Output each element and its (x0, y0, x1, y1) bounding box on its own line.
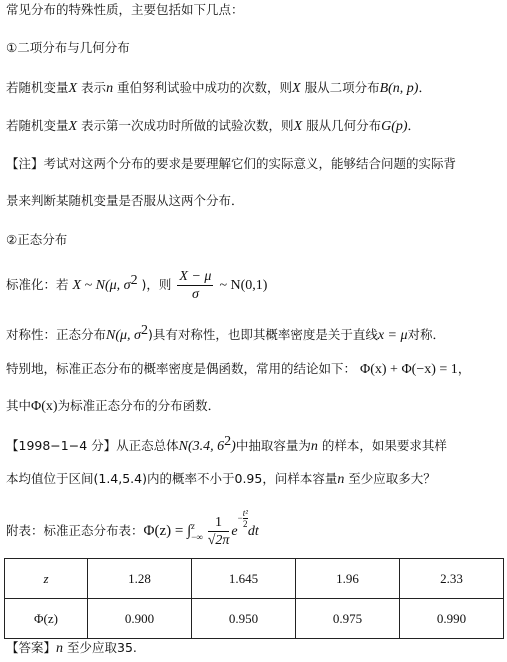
problem-text-3: 的样本，如果要求其样 (317, 438, 447, 454)
problem-close: ) (231, 439, 236, 455)
geom-text-2: 表示第一次成功时所做的试验次数，则 (77, 118, 294, 133)
geom-end: ． (407, 118, 421, 133)
symmetry-sup: 2 (140, 323, 148, 338)
exponent-minus: − (237, 513, 243, 523)
geom-text-4: 服从几何分布 (302, 118, 382, 133)
table-cell: 0.990 (400, 599, 504, 639)
geom-var-x: X (68, 119, 78, 134)
normal-distribution-table (4, 558, 504, 639)
answer-text: 至少应取35. (63, 640, 137, 655)
table-row-head-phi: Φ(z) (5, 599, 88, 639)
table-cell: 1.96 (296, 559, 400, 599)
standard-close: )，则 (141, 277, 172, 292)
special-formula: Φ(x) + Φ(−x) = 1 (360, 362, 458, 377)
problem-var-n2: n (337, 472, 345, 487)
symmetry-text-3: 对称． (407, 327, 446, 343)
standard-dist: X ~ N(μ, σ (72, 278, 131, 293)
problem-text-2: 中抽取容量为 (235, 438, 311, 454)
binom-text-2: 表示 (77, 80, 107, 95)
symmetry-eq: x = μ (377, 328, 408, 344)
section-normal-title: ②正态分布 (6, 232, 68, 247)
appendix-integral: Φ(z) = ∫ (143, 523, 192, 539)
cdf-text-2: 为标准正态分布的分布函数． (57, 398, 221, 413)
cdf-line (6, 398, 220, 415)
appendix-frac-den: √2π (207, 533, 230, 548)
answer-tag: 【答案】 (6, 640, 57, 655)
binom-text-1: 若随机变量 (6, 80, 69, 95)
geom-dist: G(p) (381, 119, 408, 134)
cdf-text-1: 其中 (6, 398, 32, 413)
table-cell: 0.975 (296, 599, 400, 639)
fraction-numerator: X − μ (179, 269, 212, 284)
geom-text-1: 若随机变量 (6, 118, 69, 133)
appendix-fraction (208, 514, 230, 549)
binom-text-3: 重伯努利试验中成功的次数，则 (113, 80, 293, 95)
special-text: 特别地，标准正态分布的概率密度是偶函数，常用的结论如下： (6, 361, 357, 376)
table-row (5, 559, 504, 599)
standardization-line (6, 268, 267, 303)
cdf-phi: Φ(x) (31, 399, 58, 414)
problem-line-2 (6, 471, 436, 488)
standard-result: ~ N(0,1) (219, 278, 268, 293)
symmetry-line (6, 323, 445, 344)
appendix-frac-num: 1 (208, 514, 230, 532)
symmetry-text-1: 对称性：正态分布 (6, 327, 107, 343)
special-line (6, 361, 470, 378)
note-line-2: 景来判断某随机变量是否服从这两个分布． (6, 193, 244, 208)
answer-line (6, 640, 137, 657)
table-cell: 1.28 (88, 559, 192, 599)
exponent-num: t² (242, 508, 248, 518)
symmetry-text-2: )具有对称性，也即其概率密度是关于直线 (147, 327, 378, 343)
intro-text: 常见分布的特殊性质，主要包括如下几点： (6, 2, 244, 17)
appendix-e: e (231, 524, 238, 539)
special-end: ， (457, 361, 471, 376)
binom-text-4: 服从二项分布 (300, 80, 380, 95)
exponent-den: 2 (243, 519, 248, 529)
geom-var-x2: X (293, 119, 303, 134)
binom-end: ． (418, 80, 431, 95)
exponent (238, 508, 248, 529)
problem-dist: N(3.4, 6 (178, 439, 225, 455)
geometric-definition (6, 118, 420, 135)
problem-text-4: 本均值位于区间(1.4,5.4)内的概率不小于0.95，问样本容量 (6, 471, 338, 486)
appendix-line (6, 508, 259, 549)
binom-var-n: n (106, 81, 114, 96)
problem-text-1: 从正态总体 (116, 438, 179, 454)
note-line-1: 【注】考试对这两个分布的要求是要理解它们的实际意义，能够结合问题的实际背 (6, 156, 457, 171)
problem-line-1 (6, 434, 447, 455)
fraction-denominator: σ (191, 287, 199, 302)
table-row (5, 599, 504, 639)
binom-var-x: X (68, 81, 78, 96)
standardized-fraction (177, 268, 213, 303)
integral-upper: z (191, 520, 195, 531)
symmetry-dist: N(μ, σ (106, 328, 141, 344)
binom-var-x2: X (292, 81, 301, 96)
table-cell: 0.900 (88, 599, 192, 639)
binomial-definition (6, 80, 431, 97)
table-cell: 0.950 (192, 599, 296, 639)
problem-text-5: 至少应取多大？ (344, 471, 436, 486)
problem-var-n: n (310, 439, 318, 455)
appendix-label: 附表：标准正态分布表： (6, 523, 144, 538)
section-binomial-geometric-title: ①二项分布与几何分布 (6, 40, 130, 55)
standard-sup: 2 (130, 272, 138, 288)
standard-label: 标准化：若 (6, 277, 69, 292)
appendix-dt: dt (247, 524, 259, 539)
integral-lower: −∞ (191, 531, 203, 542)
answer-var-n: n (56, 641, 64, 656)
table-row-head-z: z (5, 559, 88, 599)
integral-limits (191, 521, 203, 543)
problem-sup: 2 (224, 434, 232, 449)
table-cell: 2.33 (400, 559, 504, 599)
table-cell: 1.645 (192, 559, 296, 599)
binom-dist: B(n, p) (379, 81, 419, 96)
problem-tag: 【1998−1−4 分】 (6, 438, 117, 454)
